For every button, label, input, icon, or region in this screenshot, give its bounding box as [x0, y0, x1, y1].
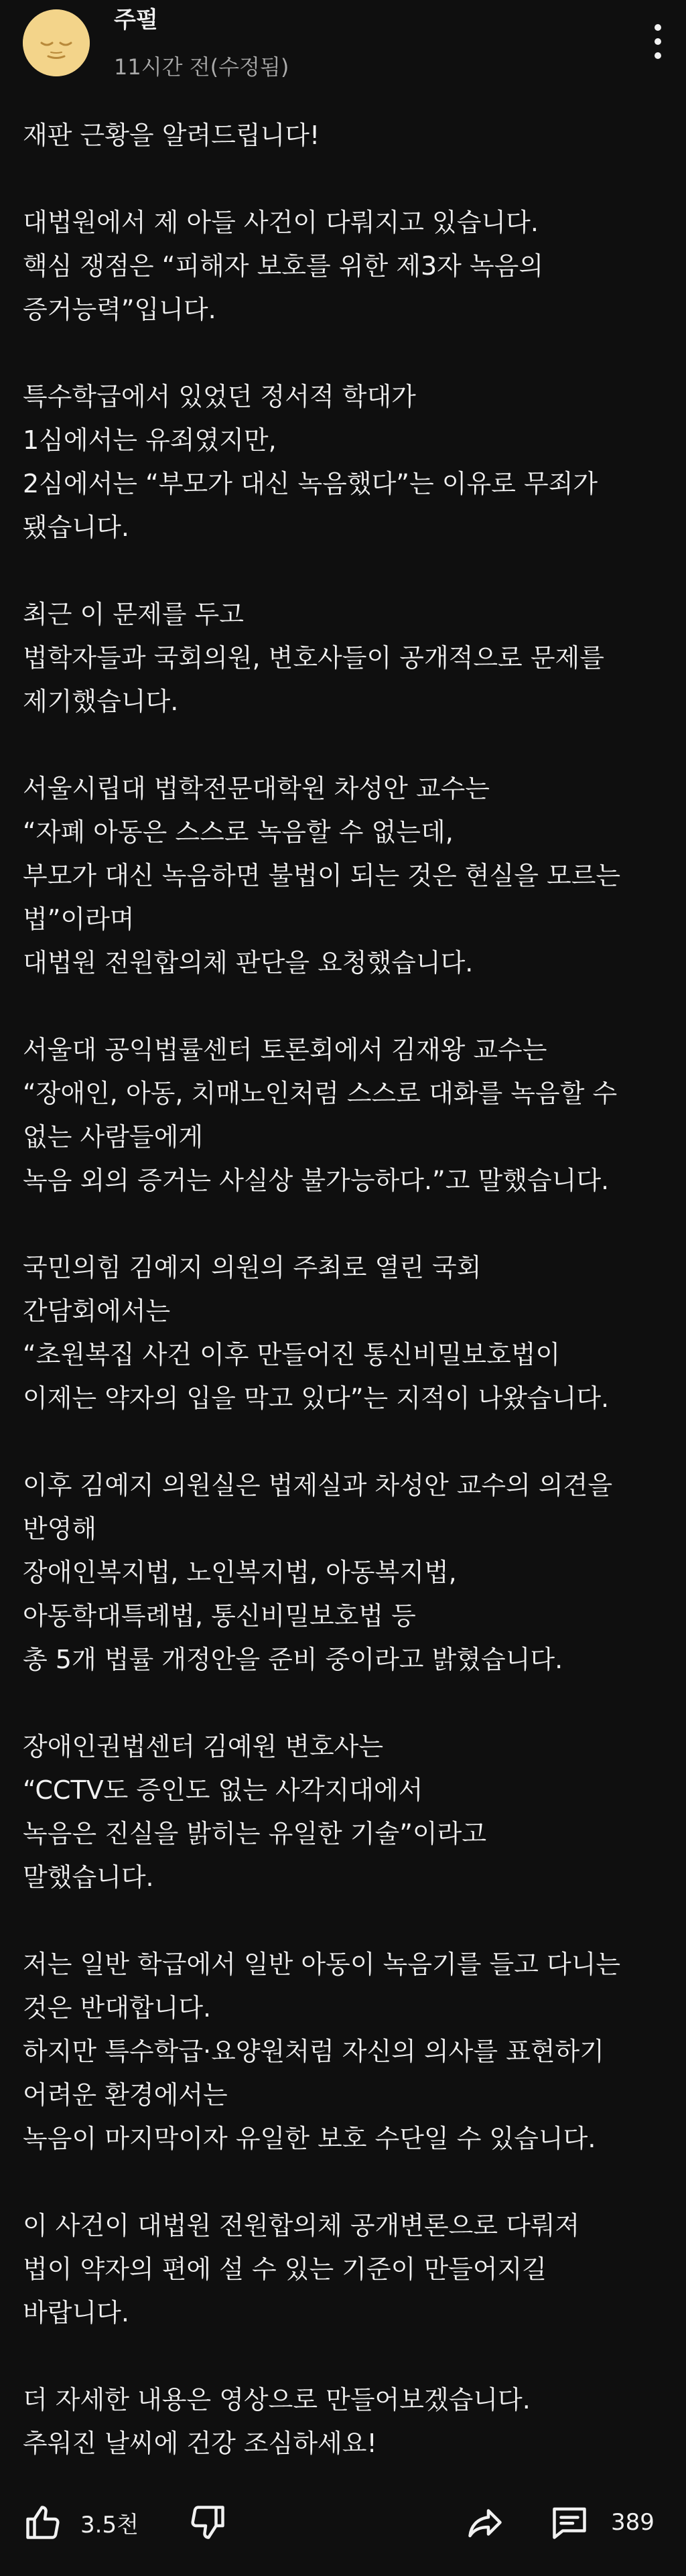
- body-line: 대법원에서 제 아들 사건이 다뤄지고 있습니다.: [23, 208, 539, 237]
- paragraph-gap: [23, 332, 666, 375]
- body-line: 2심에서는 “부모가 대신 녹음했다”는 이유로 무죄가: [23, 469, 598, 498]
- body-line: 이후 김예지 의원실은 법제실과 차성안 교수의 의견을: [23, 1471, 613, 1500]
- paragraph-gap: [23, 724, 666, 767]
- body-line: 법학자들과 국회의원, 변호사들이 공개적으로 문제를: [23, 643, 604, 673]
- dislike-button[interactable]: [188, 2492, 228, 2553]
- body-line: 부모가 대신 녹음하면 불법이 되는 것은 현실을 모르는: [23, 861, 621, 890]
- body-line: 특수학급에서 있었던 정서적 학대가: [23, 382, 416, 411]
- body-line: 최근 이 문제를 두고: [23, 600, 244, 629]
- body-line: 없는 사람들에게: [23, 1122, 204, 1152]
- share-icon: [464, 2502, 506, 2543]
- author-name[interactable]: 주펄: [114, 7, 158, 33]
- body-line: 더 자세한 내용은 영상으로 만들어보겠습니다.: [23, 2385, 531, 2415]
- paragraph-gap: [23, 549, 666, 593]
- body-line: 장애인복지법, 노인복지법, 아동복지법,: [23, 1558, 457, 1587]
- paragraph-gap: [23, 1203, 666, 1246]
- body-line: 말했습니다.: [23, 1862, 154, 1892]
- paragraph-gap: [23, 985, 666, 1028]
- body-line: 것은 반대합니다.: [23, 1993, 212, 2023]
- paragraph-gap: [23, 1682, 666, 1725]
- post-actions: [0, 2492, 686, 2553]
- body-line: 어려운 환경에서는: [23, 2080, 228, 2110]
- body-line: 핵심 쟁점은 “피해자 보호를 위한 제3자 녹음의: [23, 251, 544, 281]
- body-line: 법”이라며: [23, 904, 135, 934]
- body-line: 대법원 전원합의체 판단을 요청했습니다.: [23, 948, 474, 977]
- body-line: 아동학대특례법, 통신비밀보호법 등: [23, 1601, 416, 1631]
- share-button[interactable]: [464, 2492, 506, 2553]
- body-line: 제기했습니다.: [23, 687, 179, 716]
- body-line: 총 5개 법률 개정안을 준비 중이라고 밝혔습니다.: [23, 1645, 563, 1674]
- body-line: 증거능력”입니다.: [23, 295, 216, 324]
- comment-icon: [548, 2502, 591, 2543]
- body-line: 녹음 외의 증거는 사실상 불가능하다.”고 말했습니다.: [23, 1166, 610, 1195]
- comment-count: 389: [611, 2509, 655, 2536]
- sleepy-face-icon: [23, 9, 90, 76]
- like-button[interactable]: [23, 2492, 139, 2553]
- body-line: 장애인권법센터 김예원 변호사는: [23, 1732, 384, 1761]
- comment-button[interactable]: [548, 2492, 655, 2553]
- body-line: 바랍니다.: [23, 2298, 129, 2327]
- body-line: 국민의힘 김예지 의원의 주최로 열린 국회: [23, 1253, 482, 1282]
- post-timestamp: 11시간 전(수정됨): [114, 54, 289, 80]
- body-line: 반영해: [23, 1514, 97, 1544]
- body-line: “초원복집 사건 이후 만들어진 통신비밀보호법이: [23, 1340, 561, 1369]
- more-vert-icon[interactable]: [644, 20, 671, 63]
- body-line: “장애인, 아동, 치매노인처럼 스스로 대화를 녹음할 수: [23, 1079, 618, 1108]
- paragraph-gap: [23, 1420, 666, 1464]
- body-line: 재판 근황을 알려드립니다!: [23, 121, 320, 150]
- body-line: 추워진 날씨에 건강 조심하세요!: [23, 2429, 377, 2458]
- body-line: 녹음은 진실을 밝히는 유일한 기술”이라고: [23, 1819, 487, 1848]
- paragraph-gap: [23, 2161, 666, 2204]
- body-line: 이제는 약자의 입을 막고 있다”는 지적이 나왔습니다.: [23, 1383, 610, 1413]
- paragraph-gap: [23, 157, 666, 201]
- body-line: 저는 일반 학급에서 일반 아동이 녹음기를 들고 다니는: [23, 1950, 621, 1979]
- avatar[interactable]: [23, 9, 90, 76]
- thumbs-up-icon: [23, 2502, 63, 2543]
- body-line: 서울대 공익법률센터 토론회에서 김재왕 교수는: [23, 1035, 547, 1065]
- body-line: 녹음이 마지막이자 유일한 보호 수단일 수 있습니다.: [23, 2124, 596, 2153]
- body-line: 하지만 특수학급·요양원처럼 자신의 의사를 표현하기: [23, 2037, 604, 2066]
- body-line: 간담회에서는: [23, 1296, 171, 1326]
- paragraph-gap: [23, 1899, 666, 1943]
- body-line: 서울시립대 법학전문대학원 차성안 교수는: [23, 774, 490, 803]
- thumbs-down-icon: [188, 2502, 228, 2543]
- body-line: 됐습니다.: [23, 513, 129, 542]
- post-header: [0, 0, 686, 100]
- body-line: 법이 약자의 편에 설 수 있는 기준이 만들어지길: [23, 2254, 547, 2284]
- body-line: “CCTV도 증인도 없는 사각지대에서: [23, 1775, 423, 1805]
- post-body: [23, 114, 666, 2465]
- paragraph-gap: [23, 2335, 666, 2378]
- body-line: 이 사건이 대법원 전원합의체 공개변론으로 다뤄져: [23, 2211, 580, 2240]
- body-line: 1심에서는 유죄였지만,: [23, 425, 277, 455]
- body-line: “자폐 아동은 스스로 녹음할 수 없는데,: [23, 817, 454, 847]
- like-count: 3.5천: [80, 2511, 139, 2538]
